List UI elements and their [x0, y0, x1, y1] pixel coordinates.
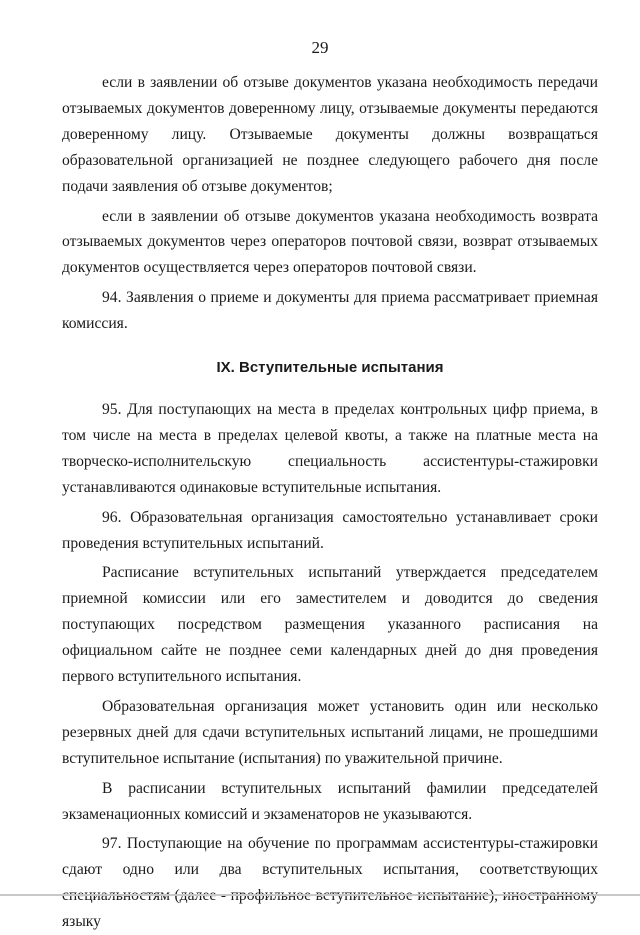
section-heading: IX. Вступительные испытания: [216, 359, 444, 377]
paragraph-document-withdrawal-postal: если в заявлении об отзыве документов указана необходимость возврата отзываемых документов через операторов почтовой связи, возврат отзываемых документов осуществляется через операторов почтовой связи.: [62, 207, 598, 277]
page-bottom-rule: [0, 894, 640, 896]
document-body: [62, 70, 598, 935]
paragraph-examiners: В расписании вступительных испытаний фамилии председателей экзаменационных комиссий и экзаменаторов не указываются.: [62, 779, 598, 823]
paragraph-97: 97. Поступающие на обучение по программам ассистентуры-стажировки сдают одно или два вступительных испытания, соответствующих языку: [62, 835, 598, 931]
paragraph-schedule: Расписание вступительных испытаний утверждается председателем приемной комиссии или его заместителем и доводится до сведения поступающих посредством размещения указанного расписания на официальном сайте не позднее семи календарных дней до дня проведения первого вступительного испытания.: [62, 564, 598, 686]
paragraph-94: 94. Заявления о приеме и документы для приема рассматривает приемная комиссия.: [62, 289, 598, 333]
paragraph-95: 95. Для поступающих на места в пределах контрольных цифр приема, в том числе на места в пределах целевой квоты, а также на платные места на творческо-исполнительскую специальность ассистентуры-стажировки устанавливаются одинаковые вступительные испытания.: [62, 400, 598, 496]
paragraph-reserve-days: Образовательная организация может установить один или несколько резервных дней для сдачи вступительных испытаний лицами, не прошедшими вступительное испытание (испытания) по уважительной причине.: [62, 697, 598, 767]
page-number: 29: [311, 38, 329, 57]
paragraph-document-withdrawal-trustee: если в заявлении об отзыве документов указана необходимость передачи отзываемых документов доверенному лицу, отзываемые документы передаются доверенному лицу. Отзываемые документы должны возвращаться образовательной организацией не позднее следующего рабочего дня после подачи заявления об отзыве документов;: [62, 74, 598, 195]
paragraph-96: 96. Образовательная организация самостоятельно устанавливает сроки проведения вступительных испытаний.: [62, 508, 598, 552]
